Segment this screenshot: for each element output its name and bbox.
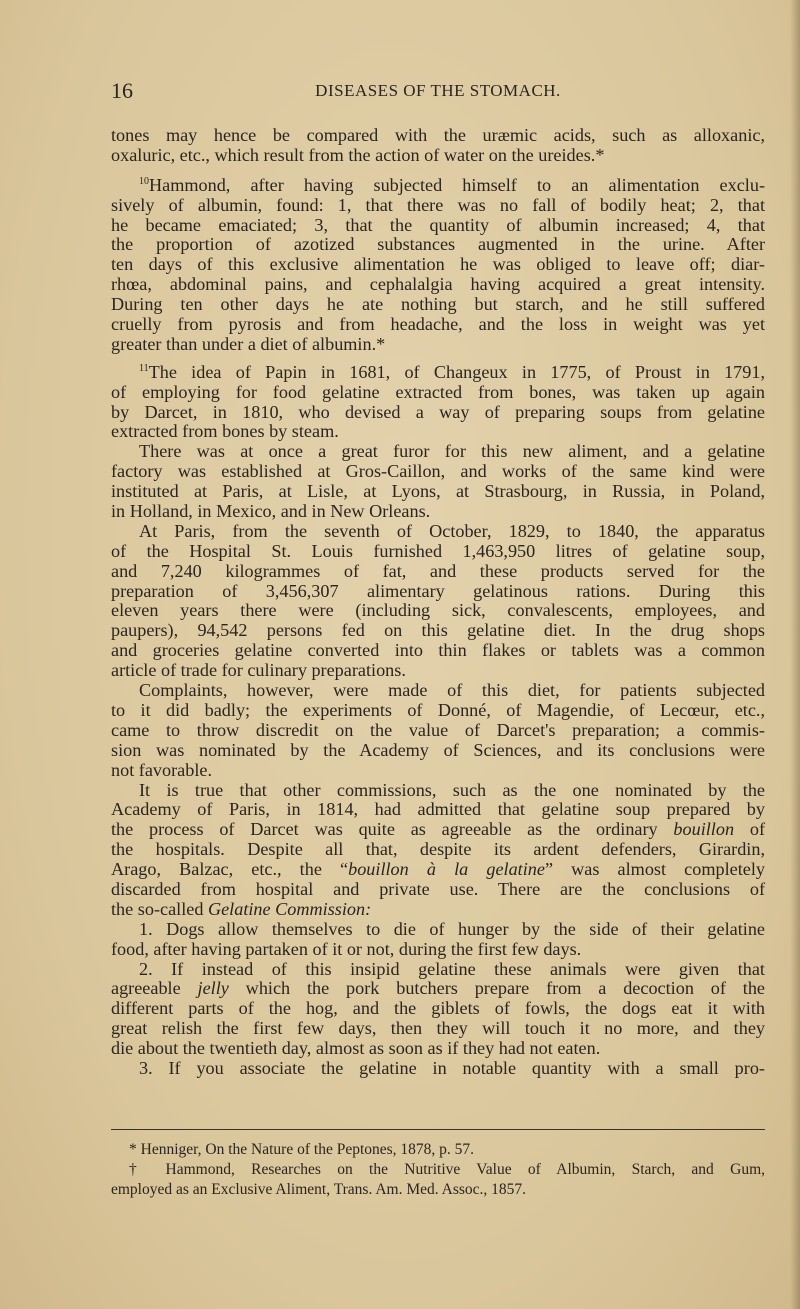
paragraph [111, 960, 765, 1059]
text-line [111, 940, 765, 960]
text-line [111, 741, 765, 761]
text-segment: and 7,240 kilogrammes of fat, and these products served for the [111, 560, 765, 581]
body-text [111, 126, 765, 1079]
text-segment: extracted from bones by steam. [111, 421, 339, 442]
text-line [111, 900, 765, 920]
text-segment: cruelly from pyrosis and from headache, and the loss in weight was yet [111, 314, 765, 335]
text-segment: sively of albumin, found: 1, that there was no fall of bodily heat; 2, that [111, 194, 765, 215]
text-line [111, 661, 765, 681]
text-line [111, 681, 765, 701]
text-line [111, 999, 765, 1019]
text-segment: discarded from hospital and private use. There are the conclusions of [111, 878, 765, 899]
footnotes [111, 1140, 765, 1200]
paragraph [111, 1059, 765, 1079]
text-segment: Hammond, after having subjected himself to an alimentation exclu- [149, 174, 765, 195]
text-line [111, 335, 765, 355]
text-segment: Complaints, however, were made of this diet, for patients subjected [139, 680, 765, 701]
paragraph [111, 920, 765, 960]
page-header [111, 78, 765, 102]
text-segment: ten days of this exclusive alimentation he was obliged to leave off; diar- [111, 254, 765, 275]
paragraph [111, 363, 765, 443]
text-segment: the proportion of azotized substances augmented in the urine. After [111, 234, 765, 255]
text-line [111, 295, 765, 315]
text-segment: the hospitals. Despite all that, despite its ardent defenders, Girardin, [111, 839, 765, 860]
text-segment: by Darcet, in 1810, who devised a way of preparing soups from gelatine [111, 401, 765, 422]
page-number: 16 [111, 78, 133, 103]
text-line [111, 542, 765, 562]
text-segment: the process of Darcet was quite as agreeable as the ordinary [111, 819, 674, 840]
text-segment: greater than under a diet of albumin.* [111, 333, 386, 354]
text-line [111, 840, 765, 860]
text-line [111, 502, 765, 522]
text-line [111, 315, 765, 335]
text-segment: of employing for food gelatine extracted from bones, was taken up again [111, 381, 765, 402]
text-segment: ” was almost completely [544, 859, 765, 880]
text-line [111, 960, 765, 980]
text-segment: sion was nominated by the Academy of Sciences, and its conclusions were [111, 739, 765, 760]
italic-text: bouillon à la gelatine [348, 859, 545, 880]
footnote-line: † Hammond, Researches on the Nutritive Value of Albumin, Starch, and Gum, [129, 1161, 765, 1178]
paragraph [111, 176, 765, 355]
text-line [111, 721, 765, 741]
text-line [111, 522, 765, 542]
text-line [111, 403, 765, 423]
text-line [111, 621, 765, 641]
text-line [111, 462, 765, 482]
text-segment: in Holland, in Mexico, and in New Orleans. [111, 501, 431, 522]
paragraph [111, 126, 765, 166]
text-line [111, 235, 765, 255]
text-segment: The idea of Papin in 1681, of Changeux in 1775, of Proust in 1791, [148, 361, 765, 382]
text-line [111, 761, 765, 781]
text-line [111, 176, 765, 196]
text-segment: eleven years there were (including sick, convalescents, employees, and [111, 600, 765, 621]
text-line [111, 582, 765, 602]
paragraph [111, 681, 765, 780]
italic-text: jelly [197, 978, 229, 999]
text-line [111, 383, 765, 403]
text-line [111, 860, 765, 880]
text-line [111, 920, 765, 940]
paragraph [111, 522, 765, 681]
text-segment: article of trade for culinary preparations. [111, 660, 406, 681]
text-segment: agreeable [111, 978, 198, 999]
text-segment: There was at once a great furor for this new aliment, and a gelatine [139, 441, 765, 462]
italic-text: Gelatine Commission: [207, 898, 372, 919]
text-line [111, 442, 765, 462]
text-segment: tones may hence be compared with the uræmic acids, such as alloxanic, [111, 125, 765, 145]
text-line [111, 641, 765, 661]
paragraph [111, 781, 765, 920]
footnote-divider [111, 1129, 765, 1130]
text-line [111, 601, 765, 621]
text-line [111, 979, 765, 999]
text-segment: At Paris, from the seventh of October, 1829, to 1840, the apparatus [139, 520, 765, 541]
text-segment: Arago, Balzac, etc., the “ [111, 859, 349, 880]
text-segment: he became emaciated; 3, that the quantity of albumin increased; 4, that [111, 214, 765, 235]
footnote-line: * Henniger, On the Nature of the Peptones, 1878, p. 57. [129, 1141, 475, 1158]
text-segment: came to throw discredit on the value of Darcet's preparation; a commis- [111, 719, 765, 740]
text-line [111, 820, 765, 840]
text-line [111, 562, 765, 582]
text-segment: preparation of 3,456,307 alimentary gelatinous rations. During this [111, 580, 765, 601]
text-segment: great relish the first few days, then they will touch it no more, and they [111, 1018, 765, 1039]
italic-text: bouillon [673, 819, 735, 840]
text-segment: which the pork butchers prepare from a decoction of the [228, 978, 765, 999]
text-line [111, 880, 765, 900]
text-segment: It is true that other commissions, such as the one nominated by the [139, 779, 765, 800]
text-segment: instituted at Paris, at Lisle, at Lyons, at Strasbourg, in Russia, in Poland, [111, 481, 765, 502]
text-segment: 2. If instead of this insipid gelatine these animals were given that [139, 958, 765, 979]
text-segment: paupers), 94,542 persons fed on this gelatine diet. In the drug shops [111, 620, 765, 641]
text-segment: and groceries gelatine converted into thin flakes or tablets was a common [111, 640, 765, 661]
text-segment: factory was established at Gros-Caillon, and works of the same kind were [111, 461, 765, 482]
text-segment: During ten other days he ate nothing but starch, and he still suffered [111, 294, 765, 315]
text-segment: oxaluric, etc., which result from the action of water on the ureides.* [111, 144, 605, 165]
text-line [111, 781, 765, 801]
text-segment: not favorable. [111, 759, 212, 780]
text-line [111, 1019, 765, 1039]
footnote-marker: 10 [139, 175, 149, 187]
text-segment: rhœa, abdominal pains, and cephalalgia having acquired a great intensity. [111, 274, 765, 295]
text-segment: Academy of Paris, in 1814, had admitted that gelatine soup prepared by [111, 799, 765, 820]
text-segment: of the Hospital St. Louis furnished 1,463,950 litres of gelatine soup, [111, 540, 765, 561]
text-line [111, 482, 765, 502]
page-edge-shadow [790, 0, 800, 1309]
text-line [111, 146, 765, 166]
paragraph [111, 442, 765, 522]
text-line [111, 126, 765, 146]
running-title: DISEASES OF THE STOMACH. [315, 81, 561, 100]
text-segment: die about the twentieth day, almost as soon as if they had not eaten. [111, 1038, 601, 1059]
text-segment: of [734, 819, 765, 840]
text-line [111, 1039, 765, 1059]
text-line [111, 275, 765, 295]
text-line [111, 1059, 765, 1079]
text-line [111, 196, 765, 216]
text-segment: 3. If you associate the gelatine in notable quantity with a small pro- [139, 1057, 765, 1078]
text-segment: food, after having partaken of it or not, during the first few days. [111, 938, 582, 959]
text-line [111, 363, 765, 383]
text-line [111, 800, 765, 820]
text-line [111, 422, 765, 442]
text-segment: different parts of the hog, and the giblets of fowls, the dogs eat it with [111, 998, 765, 1019]
text-line [111, 701, 765, 721]
text-line [111, 216, 765, 236]
text-segment: to it did badly; the experiments of Donné, of Magendie, of Lecœur, etc., [111, 699, 765, 720]
footnote-line: employed as an Exclusive Aliment, Trans. Am. Med. Assoc., 1857. [111, 1181, 527, 1198]
text-segment: the so-called [111, 898, 208, 919]
text-line [111, 255, 765, 275]
footnote-marker: 11 [139, 362, 149, 374]
text-segment: 1. Dogs allow themselves to die of hunger by the side of their gelatine [139, 918, 765, 939]
